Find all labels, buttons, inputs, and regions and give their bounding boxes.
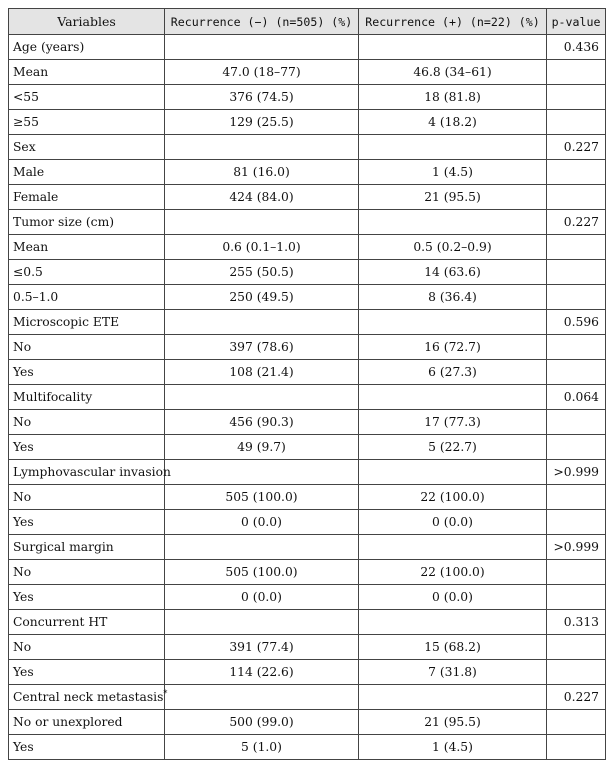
variable-label: Mean [13,65,49,79]
recurrence-negative-cell: 49 (9.7) [165,435,359,460]
recurrence-table [8,8,606,760]
recurrence-positive-cell: 7 (31.8) [359,660,547,685]
table-row [9,485,606,510]
table-row [9,285,606,310]
p-value-cell [547,185,606,210]
p-value-cell [547,585,606,610]
variable-label: Age (years) [13,40,85,54]
recurrence-positive-cell: 4 (18.2) [359,110,547,135]
recurrence-negative-cell: 376 (74.5) [165,85,359,110]
p-value-cell [547,510,606,535]
recurrence-negative-cell: 456 (90.3) [165,410,359,435]
variable-cell [9,60,165,85]
recurrence-positive-cell: 22 (100.0) [359,560,547,585]
variable-cell [9,85,165,110]
recurrence-positive-cell: 6 (27.3) [359,360,547,385]
p-value-cell [547,735,606,760]
recurrence-negative-cell [165,385,359,410]
p-value-cell: 0.436 [547,35,606,60]
recurrence-negative-cell: 505 (100.0) [165,485,359,510]
table-body [9,35,606,760]
recurrence-negative-cell: 255 (50.5) [165,260,359,285]
variable-label: ≤0.5 [13,265,43,279]
recurrence-positive-cell: 8 (36.4) [359,285,547,310]
table-row [9,660,606,685]
p-value-cell [547,160,606,185]
variable-cell [9,685,168,710]
variable-cell [9,360,165,385]
variable-label: Sex [13,140,36,154]
variable-label: Surgical margin [13,540,114,554]
p-value-cell: 0.596 [547,310,606,335]
p-value-cell: >0.999 [547,460,606,485]
recurrence-positive-cell: 0.5 (0.2–0.9) [359,235,547,260]
p-value-cell [547,410,606,435]
p-value-cell [547,710,606,735]
variable-label: Yes [13,440,34,454]
table-row [9,610,606,635]
recurrence-positive-cell: 15 (68.2) [359,635,547,660]
table-row [9,385,606,410]
p-value-cell: 0.227 [547,685,606,710]
table-row [9,710,606,735]
header-recurrence-negative: Recurrence (−) (n=505) (%) [165,9,359,35]
table-row [9,35,606,60]
recurrence-positive-cell: 22 (100.0) [359,485,547,510]
recurrence-positive-cell: 17 (77.3) [359,410,547,435]
recurrence-negative-cell: 5 (1.0) [165,735,359,760]
table-row [9,560,606,585]
variable-cell [9,510,165,535]
variable-cell [9,485,165,510]
recurrence-positive-cell: 1 (4.5) [359,735,547,760]
variable-cell [9,610,165,635]
recurrence-negative-cell [165,135,359,160]
recurrence-negative-cell: 0 (0.0) [165,585,359,610]
variable-cell [9,635,165,660]
recurrence-positive-cell: 0 (0.0) [359,510,547,535]
recurrence-positive-cell: 21 (95.5) [359,710,547,735]
variable-cell [9,110,165,135]
variable-cell [9,135,165,160]
variable-label: Central neck metastasis [13,690,164,704]
recurrence-positive-cell: 1 (4.5) [359,160,547,185]
table-row [9,185,606,210]
recurrence-positive-cell: 46.8 (34–61) [359,60,547,85]
p-value-cell: 0.227 [547,135,606,160]
table-row [9,85,606,110]
variable-cell [9,560,165,585]
table-row [9,160,606,185]
variable-label: Mean [13,240,49,254]
table-row [9,685,606,710]
recurrence-positive-cell [359,535,547,560]
recurrence-positive-cell [359,135,547,160]
table-row [9,410,606,435]
table-row [9,235,606,260]
variable-label: No [13,640,32,654]
table-row [9,210,606,235]
recurrence-negative-cell [165,310,359,335]
table-row [9,110,606,135]
variable-label: Male [13,165,45,179]
recurrence-positive-cell [359,210,547,235]
variable-label: Concurrent HT [13,615,108,629]
table-row [9,460,606,485]
variable-cell [9,35,165,60]
recurrence-negative-cell: 500 (99.0) [165,710,359,735]
variable-label: Yes [13,515,34,529]
recurrence-negative-cell [165,460,359,485]
recurrence-negative-cell: 108 (21.4) [165,360,359,385]
recurrence-positive-cell: 14 (63.6) [359,260,547,285]
p-value-cell [547,635,606,660]
variable-cell [9,660,165,685]
variable-cell [9,335,165,360]
variable-cell [9,385,165,410]
variable-label: Lymphovascular invasion [13,465,171,479]
p-value-cell [547,485,606,510]
p-value-cell [547,360,606,385]
recurrence-positive-cell [359,610,547,635]
variable-cell [9,210,165,235]
table-row [9,310,606,335]
variable-label: Female [13,190,59,204]
variable-label: Yes [13,365,34,379]
p-value-cell: 0.064 [547,385,606,410]
recurrence-negative-cell: 0.6 (0.1–1.0) [165,235,359,260]
variable-label: 0.5–1.0 [13,290,59,304]
variable-cell [9,735,165,760]
recurrence-positive-cell: 16 (72.7) [359,335,547,360]
p-value-cell: 0.313 [547,610,606,635]
variable-cell [9,710,165,735]
recurrence-negative-cell: 250 (49.5) [165,285,359,310]
p-value-cell [547,335,606,360]
variable-label: No or unexplored [13,715,123,729]
recurrence-negative-cell: 397 (78.6) [165,335,359,360]
variable-cell [9,260,165,285]
variable-cell [9,235,165,260]
recurrence-positive-cell [359,685,547,710]
p-value-cell [547,85,606,110]
variable-label: Microscopic ETE [13,315,120,329]
recurrence-negative-cell: 129 (25.5) [165,110,359,135]
variable-label: Yes [13,590,34,604]
table-row [9,335,606,360]
recurrence-positive-cell [359,310,547,335]
footnote-marker: * [163,688,168,698]
p-value-cell [547,260,606,285]
variable-cell [9,185,165,210]
recurrence-negative-cell: 0 (0.0) [165,510,359,535]
variable-label: ≥55 [13,115,39,129]
p-value-cell [547,285,606,310]
variable-label: Yes [13,740,34,754]
header-row [9,9,606,35]
p-value-cell [547,560,606,585]
variable-label: Multifocality [13,390,93,404]
variable-cell [9,435,165,460]
recurrence-positive-cell: 21 (95.5) [359,185,547,210]
variable-cell [9,160,165,185]
variable-label: Yes [13,665,34,679]
variable-label: <55 [13,90,39,104]
variable-cell [9,410,165,435]
recurrence-negative-cell: 391 (77.4) [165,635,359,660]
header-p-value: p-value [547,9,606,35]
table-row [9,260,606,285]
recurrence-negative-cell: 81 (16.0) [165,160,359,185]
p-value-cell [547,60,606,85]
recurrence-negative-cell [165,210,359,235]
variable-cell [9,585,165,610]
recurrence-positive-cell [359,35,547,60]
recurrence-positive-cell: 5 (22.7) [359,435,547,460]
recurrence-negative-cell: 505 (100.0) [165,560,359,585]
variable-cell [9,285,165,310]
table-row [9,435,606,460]
recurrence-negative-cell: 424 (84.0) [165,185,359,210]
recurrence-negative-cell [165,685,359,710]
recurrence-positive-cell [359,460,547,485]
variable-label: No [13,490,32,504]
recurrence-negative-cell [165,535,359,560]
table-row [9,135,606,160]
variable-cell [9,460,171,485]
recurrence-positive-cell: 0 (0.0) [359,585,547,610]
p-value-cell [547,110,606,135]
table-row [9,360,606,385]
recurrence-positive-cell: 18 (81.8) [359,85,547,110]
p-value-cell: 0.227 [547,210,606,235]
table-row [9,510,606,535]
table-row [9,585,606,610]
table-row [9,535,606,560]
p-value-cell [547,235,606,260]
table-row [9,735,606,760]
p-value-cell [547,660,606,685]
recurrence-negative-cell [165,610,359,635]
recurrence-negative-cell: 47.0 (18–77) [165,60,359,85]
table-row [9,635,606,660]
variable-label: No [13,565,32,579]
header-variables: Variables [9,9,165,35]
recurrence-negative-cell: 114 (22.6) [165,660,359,685]
variable-label: No [13,415,32,429]
recurrence-positive-cell [359,385,547,410]
recurrence-negative-cell [165,35,359,60]
table-row [9,60,606,85]
variable-cell [9,310,165,335]
table-container [8,8,605,760]
variable-label: No [13,340,32,354]
header-recurrence-positive: Recurrence (+) (n=22) (%) [359,9,547,35]
p-value-cell [547,435,606,460]
variable-cell [9,535,165,560]
variable-label: Tumor size (cm) [13,215,115,229]
p-value-cell: >0.999 [547,535,606,560]
